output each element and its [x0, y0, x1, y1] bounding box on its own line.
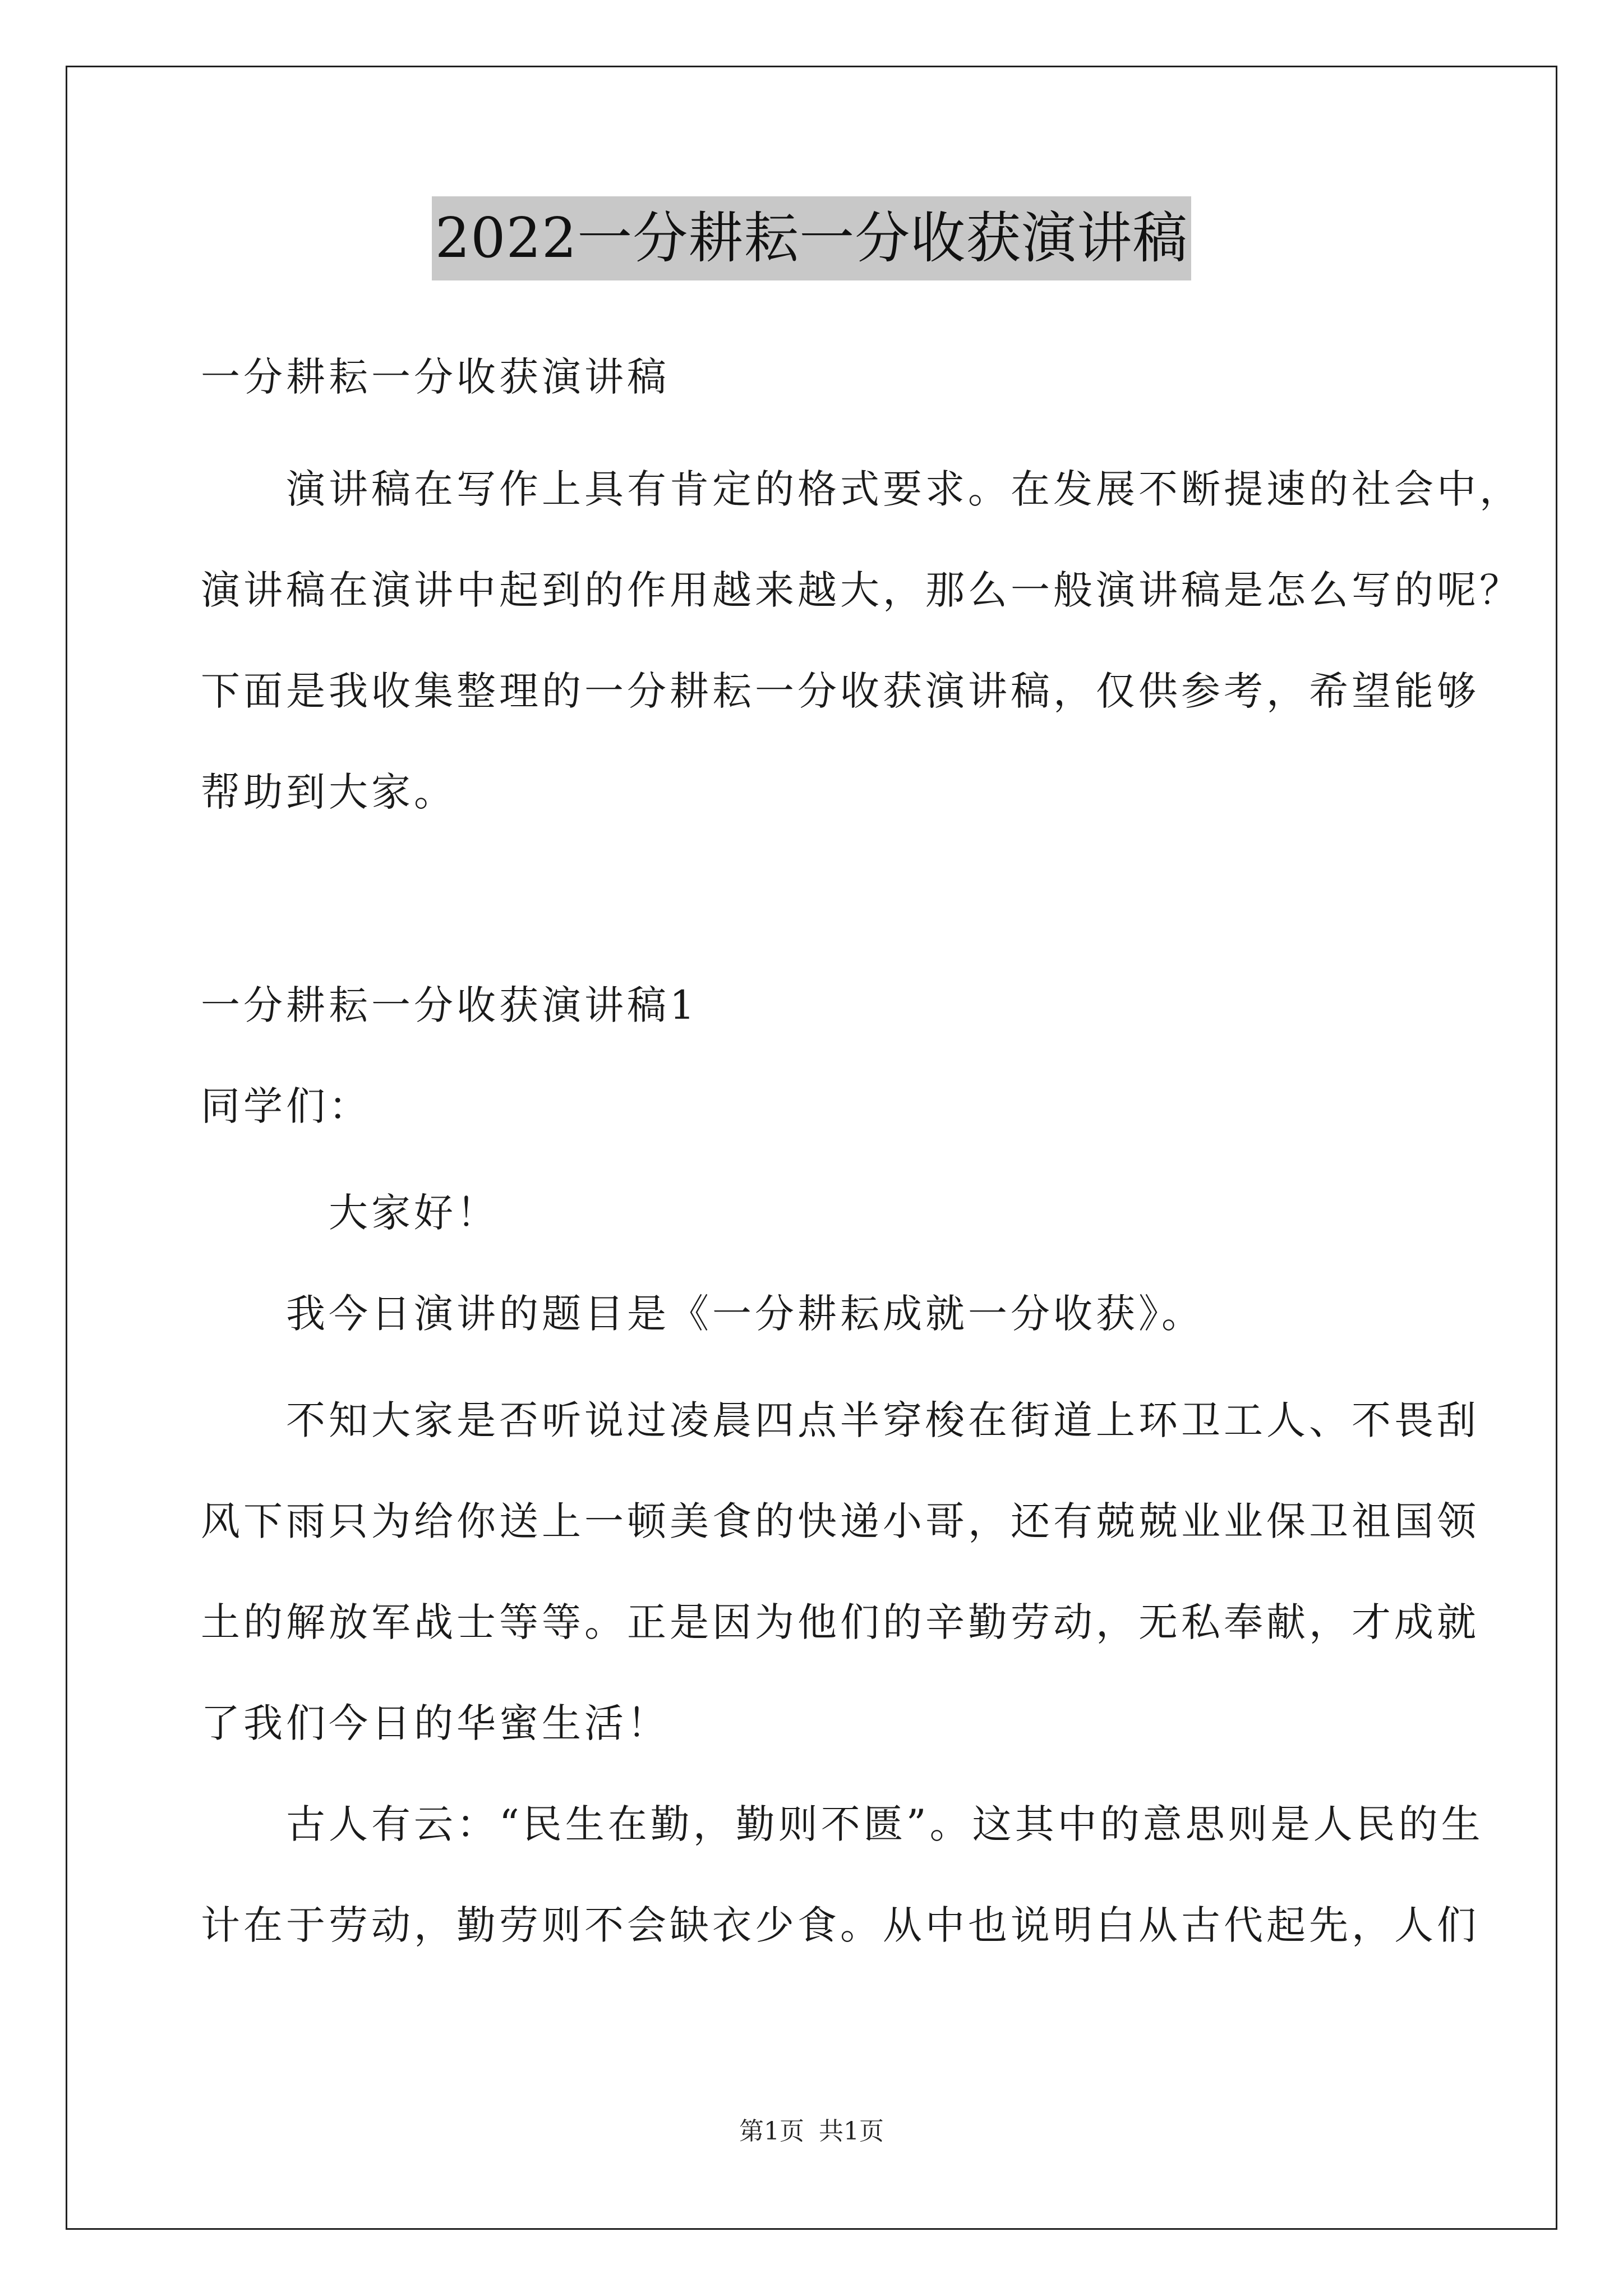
document-title: 2022一分耕耘一分收获演讲稿 — [432, 196, 1191, 280]
paragraph-line: 古人有云：“民生在勤，勤则不匮”。这其中的意思则是人民的生 — [201, 1801, 1484, 1847]
section-heading: 一分耕耘一分收获演讲稿1 — [201, 982, 698, 1028]
paragraph-line: 风下雨只为给你送上一顿美食的快递小哥，还有兢兢业业保卫祖国领 — [201, 1498, 1479, 1544]
paragraph-line: 不知大家是否听说过凌晨四点半穿梭在街道上环卫工人、不畏刮 — [201, 1397, 1479, 1443]
title-container — [0, 196, 1623, 280]
salutation-line: 同学们： — [201, 1083, 371, 1129]
paragraph-line: 下面是我收集整理的一分耕耘一分收获演讲稿，仅供参考，希望能够 — [201, 668, 1479, 714]
paragraph-line: 帮助到大家。 — [201, 769, 457, 815]
paragraph-line: 演讲稿在写作上具有肯定的格式要求。在发展不断提速的社会中， — [201, 466, 1522, 512]
paragraph-line: 我今日演讲的题目是《一分耕耘成就一分收获》。 — [201, 1291, 1204, 1337]
page-footer — [0, 2115, 1623, 2148]
page-total: 共1页 — [819, 2117, 884, 2146]
greeting-line: 大家好！ — [201, 1190, 499, 1236]
paragraph-line: 计在于劳动，勤劳则不会缺衣少食。从中也说明白从古代起先，人们 — [201, 1902, 1479, 1948]
paragraph-line: 土的解放军战士等等。正是因为他们的辛勤劳动，无私奉献，才成就 — [201, 1599, 1479, 1645]
page-number: 第1页 — [739, 2117, 804, 2146]
paragraph-line: 了我们今日的华蜜生活！ — [201, 1700, 670, 1746]
paragraph-line: 演讲稿在演讲中起到的作用越来越大，那么一般演讲稿是怎么写的呢？ — [201, 567, 1522, 613]
subtitle-line: 一分耕耘一分收获演讲稿 — [201, 354, 670, 400]
